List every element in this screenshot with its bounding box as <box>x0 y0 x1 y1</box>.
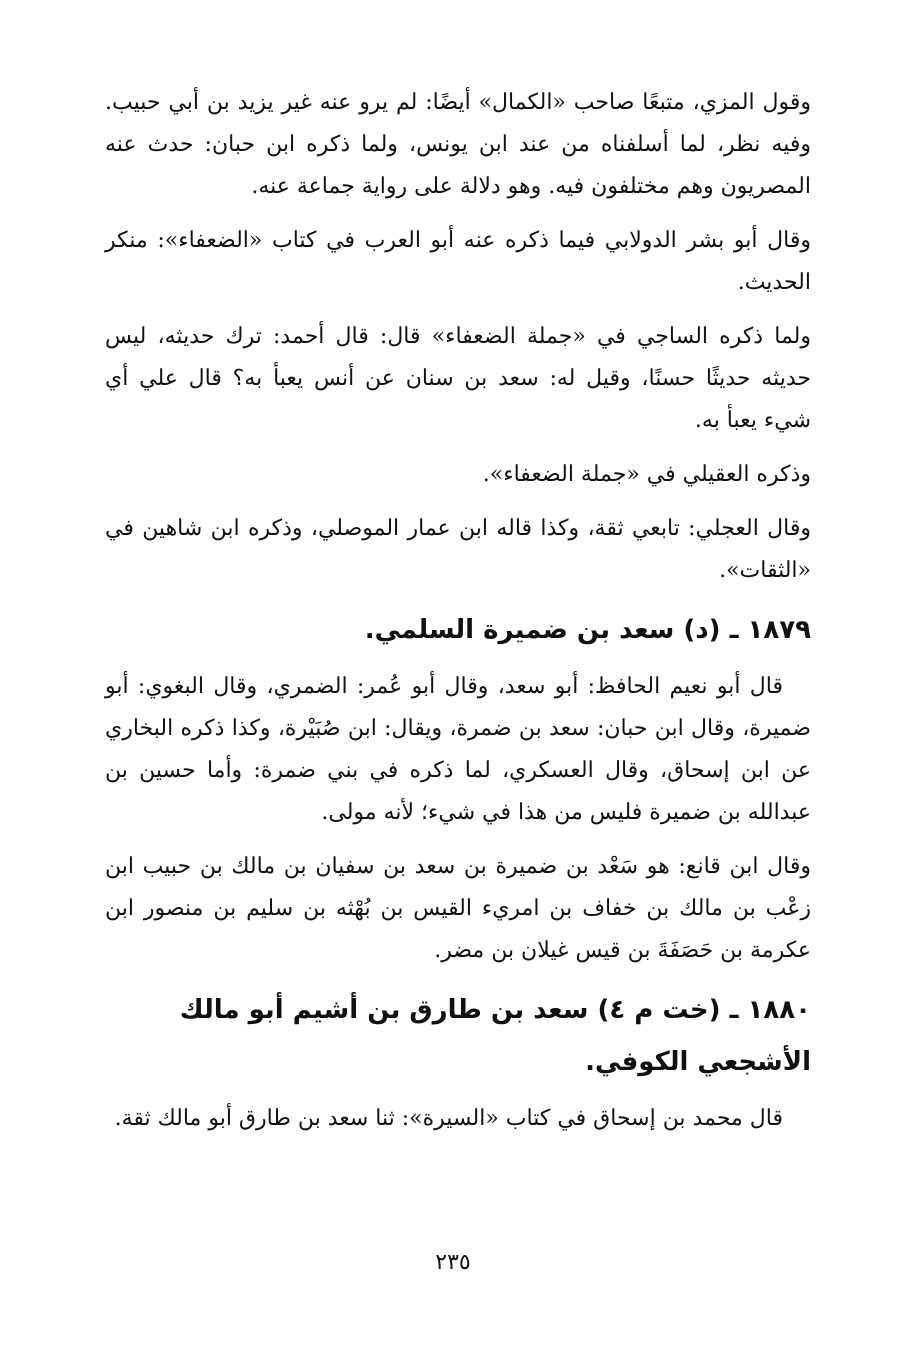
entry-heading-1879: ١٨٧٩ ـ (د) سعد بن ضميرة السلمي. <box>364 615 811 645</box>
entry-heading-1880: ١٨٨٠ ـ (خت م ٤) سعد بن طارق بن أشيم أبو مالك الأشجعي الكوفي. <box>179 995 811 1077</box>
paragraph-mizzi: وقول المزي، متبعًا صاحب «الكمال» أيضًا: لم يرو عنه غير يزيد بن أبي حبيب. وفيه نظر، لما أسلفناه من عند ابن يونس، ولما ذكره ابن حبان: حدث عنه المصريون وهم مختلفون فيه. وهو دلالة على رواية جماعة عنه. <box>105 90 811 199</box>
paragraph-saji: ولما ذكره الساجي في «جملة الضعفاء» قال: قال أحمد: ترك حديثه، ليس حديثه حديثًا حسنًا، وقيل له: سعد بن سنان عن أنس يعبأ به؟ قال علي أي شيء يعبأ به. <box>105 324 812 433</box>
paragraph-ijli: وقال العجلي: تابعي ثقة، وكذا قاله ابن عمار الموصلي، وذكره ابن شاهين في «الثقات». <box>105 516 811 583</box>
paragraph-dulabi: وقال أبو بشر الدولابي فيما ذكره عنه أبو العرب في كتاب «الضعفاء»: منكر الحديث. <box>105 228 811 295</box>
paragraph-abu-nuaym: قال أبو نعيم الحافظ: أبو سعد، وقال أبو عُمر: الضمري، وقال البغوي: أبو ضميرة، وقال ابن حبان: سعد بن ضمرة، ويقال: ابن صُبَيْرة، وكذا ذكره البخاري عن ابن إسحاق، وقال العسكري، لما ذكره في بني ضمرة: وأما حسين بن عبدالله بن ضميرة فليس من هذا في شيء؛ لأنه مولى. <box>105 674 811 825</box>
paragraph-uqayli: وذكره العقيلي في «جملة الضعفاء». <box>482 462 811 487</box>
paragraph-ibn-ishaq: قال محمد بن إسحاق في كتاب «السيرة»: ثنا سعد بن طارق أبو مالك ثقة. <box>114 1106 783 1131</box>
page-number: ٢٣٥ <box>435 1250 471 1275</box>
paragraph-ibn-qani: وقال ابن قانع: هو سَعْد بن ضميرة بن سعد بن سفيان بن مالك بن حبيب ابن زعْب بن مالك بن خفاف بن امريء القيس بن بُهْثه بن سليم بن منصور ابن عكرمة بن حَصَفَةَ بن قيس غيلان بن مضر. <box>105 854 811 963</box>
